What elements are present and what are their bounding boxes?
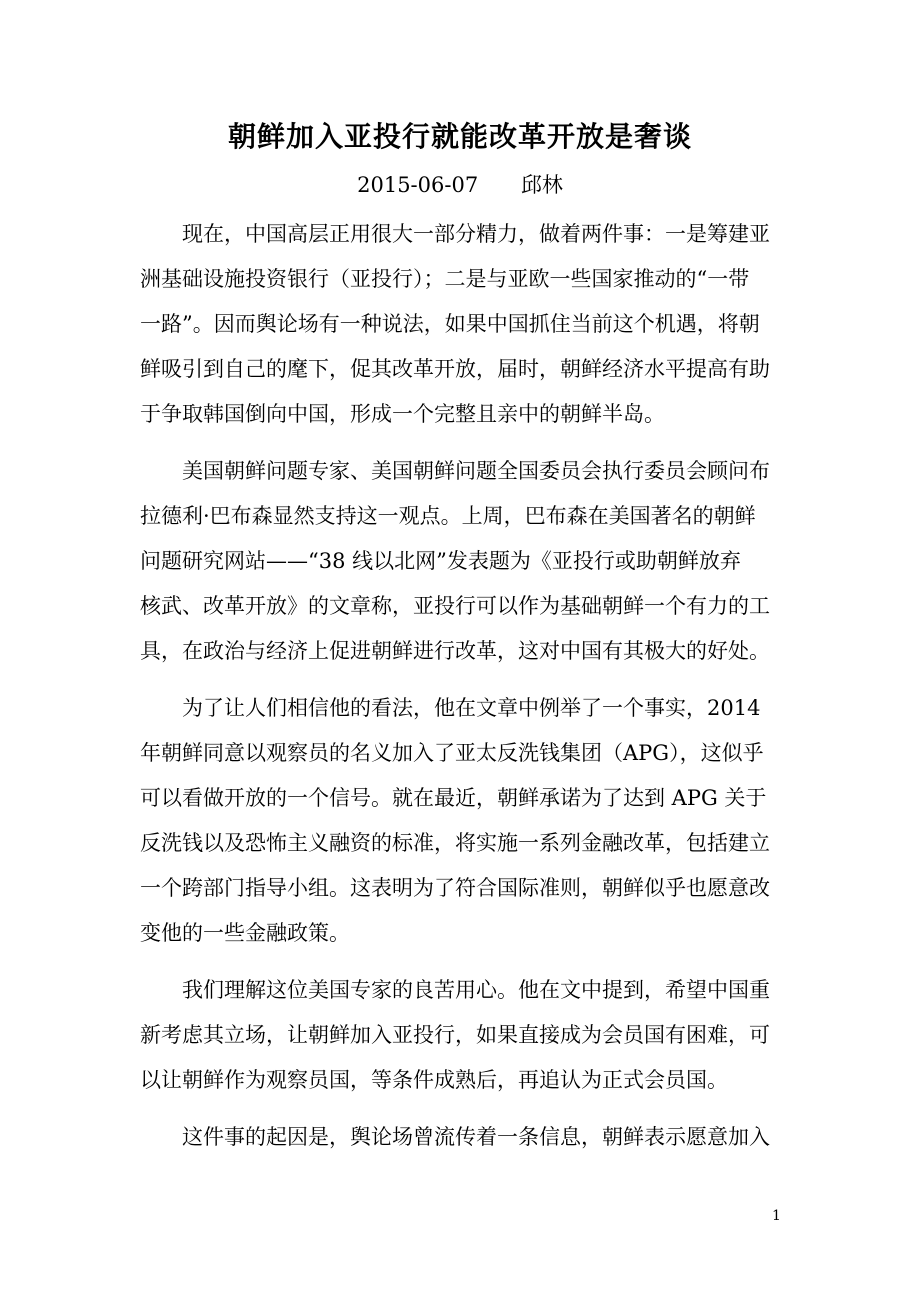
paragraph-2: 美国朝鲜问题专家、美国朝鲜问题全国委员会执行委员会顾问布 拉德利·巴布森显然支持这一观点。上周，巴布森在美国著名的朝鲜 问题研究网站——“38 线以北网”发表题为《亚投行或助朝鲜放弃 核武、改革开放》的文章称，亚投行可以作为基础朝鲜一个有力的工 具，在政治与经济上促进朝鲜进行改革，这对中国有其极大的好处。 (140, 459, 770, 663)
paragraph-5: 这件事的起因是，舆论场曾流传着一条信息，朝鲜表示愿意加入 (182, 1125, 770, 1149)
page-number: 1 (772, 1208, 781, 1224)
article-byline (0, 170, 920, 200)
article-date: 2015-06-07 (357, 173, 479, 197)
paragraph-1: 现在，中国高层正用很大一部分精力，做着两件事：一是筹建亚 洲基础设施投资银行（亚投行）；二是与亚欧一些国家推动的“一带 一路”。因而舆论场有一种说法，如果中国抓住当前这个机遇，将朝 鲜吸引到自己的麾下，促其改革开放，届时，朝鲜经济水平提高有助 于争取韩国倒向中国，形成一个完整且亲中的朝鲜半岛。 (140, 222, 770, 426)
paragraph-4: 我们理解这位美国专家的良苦用心。他在文中提到，希望中国重 新考虑其立场，让朝鲜加入亚投行，如果直接成为会员国有困难，可 以让朝鲜作为观察员国，等条件成熟后，再追认为正式会员国。 (140, 978, 770, 1092)
article-title: 朝鲜加入亚投行就能改革开放是奢谈 (227, 120, 692, 153)
paragraph-3: 为了让人们相信他的看法，他在文章中例举了一个事实，2014 年朝鲜同意以观察员的名义加入了亚太反洗钱集团（APG），这似乎 可以看做开放的一个信号。就在最近，朝鲜承诺为了达到 APG 关于 反洗钱以及恐怖主义融资的标准，将实施一系列金融改革，包括建立 一个跨部门指导小组。这表明为了符合国际准则，朝鲜似乎也愿意改 变他的一些金融政策。 (140, 696, 770, 945)
article-author: 邱林 (520, 173, 563, 197)
article-body (140, 212, 780, 1172)
